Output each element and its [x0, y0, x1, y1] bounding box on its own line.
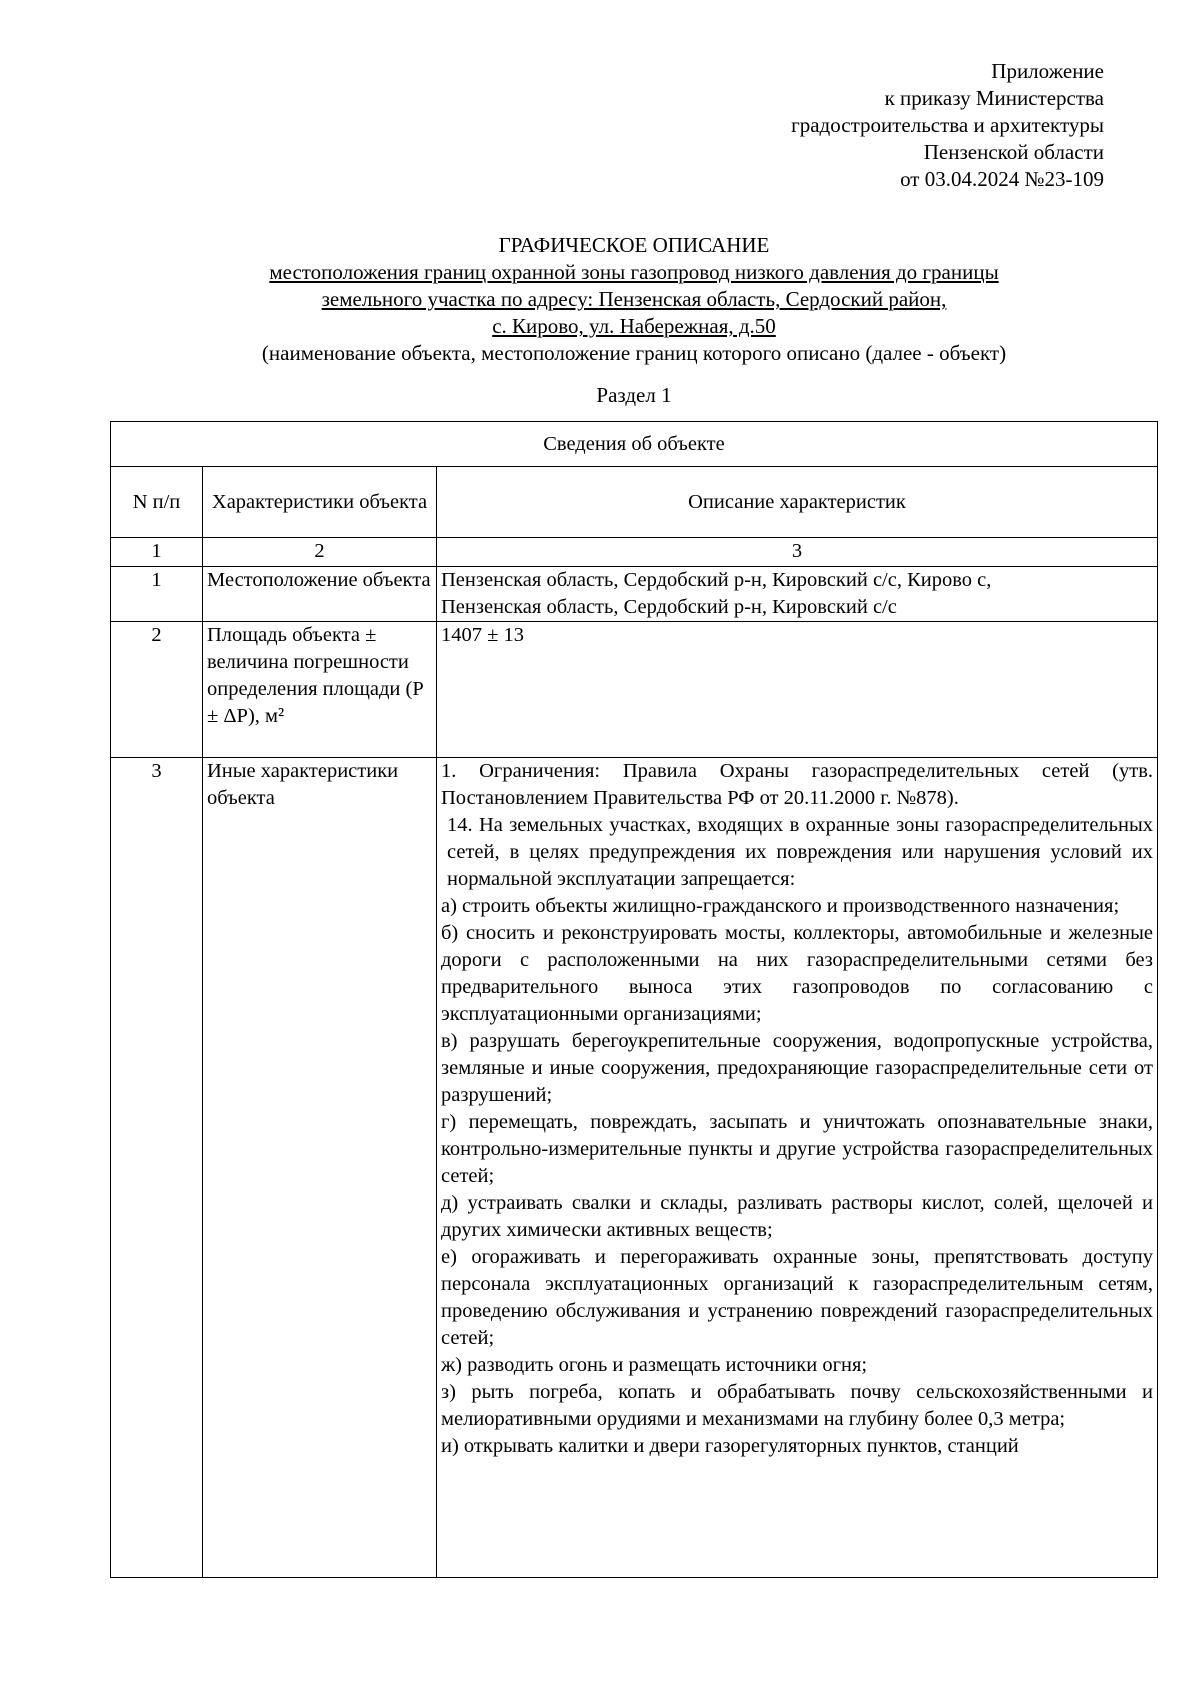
- document-heading: ГРАФИЧЕСКОЕ ОПИСАНИЕ: [498, 233, 770, 257]
- header-cell-number: N п/п: [111, 467, 203, 538]
- row-description: [437, 758, 1158, 1578]
- table-row: [111, 567, 1158, 622]
- header-line: к приказу Министерства: [884, 86, 1104, 110]
- table-caption: Сведения об объекте: [111, 422, 1158, 467]
- column-number-row: [111, 538, 1158, 567]
- table-header-row: [111, 467, 1158, 538]
- column-number: 3: [437, 538, 1158, 567]
- header-line: от 03.04.2024 №23-109: [900, 167, 1104, 191]
- row-description: [437, 622, 1158, 758]
- description-paragraph: а) строить объекты жилищно-гражданского и производственного назначения;: [441, 895, 1120, 917]
- description-paragraph: д) устраивать свалки и склады, разливать растворы кислот, солей, щелочей и других химически активных веществ;: [441, 1192, 1153, 1241]
- description-paragraph: г) перемещать, повреждать, засыпать и уничтожать опознавательные знаки, контрольно-измерительные пункты и другие устройства газораспределительных сетей;: [441, 1111, 1153, 1187]
- object-name-line: местоположения границ охранной зоны газопровод низкого давления до границы: [269, 260, 999, 284]
- column-number: 1: [111, 538, 203, 567]
- row-characteristic: Площадь объекта ± величина погрешности определения площади (P ± ΔP), м²: [203, 622, 437, 758]
- description-paragraph: е) огораживать и перегораживать охранные зоны, препятствовать доступу персонала эксплуатационных организаций к газораспределительным сетям, проведению обслуживания и устранению повреждений газораспределительных сетей;: [441, 1246, 1153, 1349]
- description-line: Пензенская область, Сердобский р-н, Кировский с/с: [441, 596, 897, 618]
- row-number: 3: [111, 758, 203, 1578]
- row-characteristic: Иные характеристики объекта: [203, 758, 437, 1578]
- header-line: градостроительства и архитектуры: [791, 113, 1104, 137]
- description-paragraph: 1. Ограничения: Правила Охраны газораспределительных сетей (утв. Постановлением Правительства РФ от 20.11.2000 г. №878).: [441, 760, 1153, 809]
- header-line: Приложение: [991, 59, 1104, 83]
- header-cell-description: Описание характеристик: [437, 467, 1158, 538]
- order-reference-block: [791, 58, 1104, 193]
- description-paragraph: ж) разводить огонь и размещать источники огня;: [441, 1354, 868, 1376]
- object-name-line: с. Кирово, ул. Набережная, д.50: [492, 314, 776, 338]
- row-number: 1: [111, 567, 203, 622]
- description-line: 1407 ± 13: [441, 624, 525, 646]
- section-label: Раздел 1: [596, 383, 672, 407]
- row-number: 2: [111, 622, 203, 758]
- description-paragraph: и) открывать калитки и двери газорегуляторных пунктов, станций: [441, 1435, 1019, 1457]
- row-characteristic: Местоположение объекта: [203, 567, 437, 622]
- header-line: Пензенской области: [923, 140, 1104, 164]
- description-paragraph: 14. На земельных участках, входящих в охранные зоны газораспределительных сетей, в целях предупреждения их повреждения или нарушения условий их нормальной эксплуатации запрещается:: [447, 814, 1153, 890]
- column-number: 2: [203, 538, 437, 567]
- header-cell-characteristics: Характеристики объекта: [203, 467, 437, 538]
- description-paragraph: в) разрушать берегоукрепительные сооружения, водопропускные устройства, земляные и иные сооружения, предохраняющие газораспределительные сети от разрушений;: [441, 1030, 1153, 1106]
- description-line: Пензенская область, Сердобский р-н, Кировский с/с, Кирово с,: [441, 569, 992, 591]
- table-row: [111, 758, 1158, 1578]
- description-paragraph: з) рыть погреба, копать и обрабатывать почву сельскохозяйственными и мелиоративными орудиями и механизмами на глубину более 0,3 метра;: [441, 1381, 1153, 1430]
- table-row: [111, 622, 1158, 758]
- object-name-line: земельного участка по адресу: Пензенская область, Сердоский район,: [321, 287, 947, 311]
- description-paragraph: б) сносить и реконструировать мосты, коллекторы, автомобильные и железные дороги с расположенными на них газораспределительными сетями без предварительного выноса этих газопроводов по согласованию с эксплуатационными организациями;: [441, 922, 1153, 1025]
- row-description: [437, 567, 1158, 622]
- table-caption-row: [111, 422, 1158, 467]
- object-info-table: [110, 421, 1158, 1578]
- object-name-note: (наименование объекта, местоположение границ которого описано (далее - объект): [261, 341, 1007, 365]
- title-block: [110, 232, 1158, 367]
